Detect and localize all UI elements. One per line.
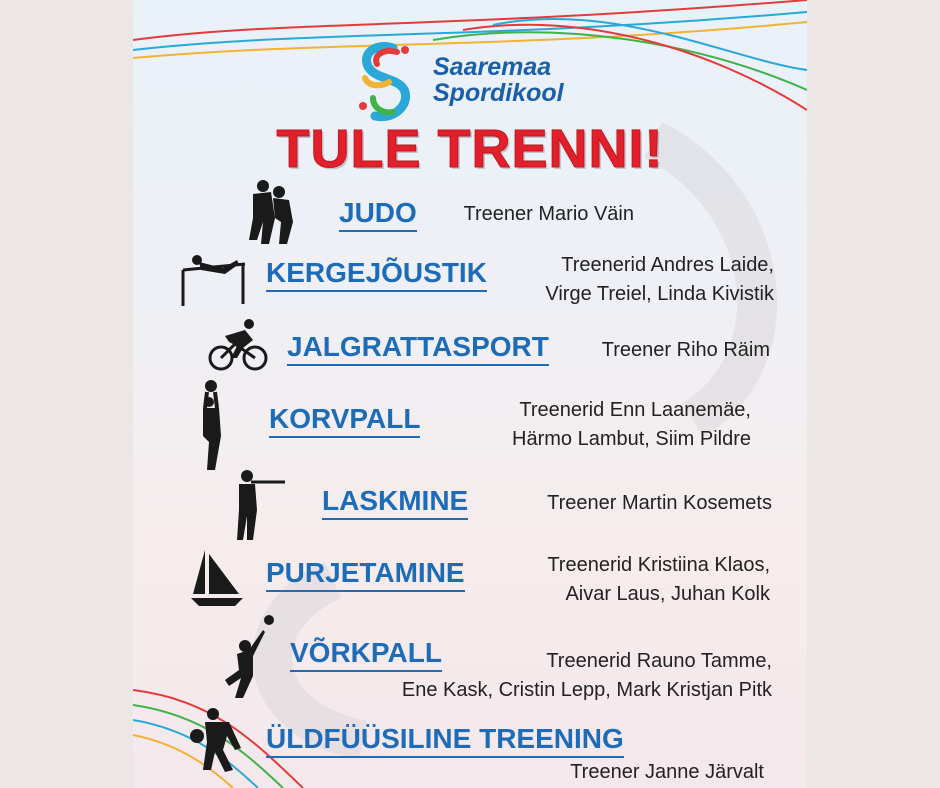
coach-line: Treenerid Enn Laanemäe, xyxy=(519,399,751,421)
coach-line: Treenerid Kristiina Klaos, xyxy=(547,554,770,576)
coach-laskmine xyxy=(547,489,772,518)
high-jump-icon xyxy=(179,252,249,308)
sport-name-uldfuusiline-treening: ÜLDFÜÜSILINE TREENING xyxy=(266,724,624,758)
judo-icon xyxy=(241,178,297,244)
fitness-icon xyxy=(189,708,245,772)
sport-name-jalgrattasport: JALGRATTASPORT xyxy=(287,332,549,366)
coach-korvpall xyxy=(512,396,751,454)
sailboat-icon xyxy=(191,548,243,606)
brand-name-line1: Saaremaa xyxy=(433,53,552,81)
basketball-player-icon xyxy=(195,380,229,472)
volleyball-player-icon xyxy=(219,614,279,702)
coach-line: Treener Mario Väin xyxy=(463,203,634,225)
logo-emblem-icon xyxy=(353,42,419,124)
coach-line: Virge Treiel, Linda Kivistik xyxy=(545,283,774,305)
coach-jalgrattasport xyxy=(602,336,770,365)
coach-line: Treener Martin Kosemets xyxy=(547,492,772,514)
headline: TULE TRENNI! xyxy=(276,119,664,179)
brand-logo xyxy=(353,42,419,124)
brand-name xyxy=(433,54,564,106)
coach-kergejoustik xyxy=(545,251,774,309)
sport-name-korvpall: KORVPALL xyxy=(269,404,420,438)
coach-line: Härmo Lambut, Siim Pildre xyxy=(512,428,751,450)
sport-name-kergejoustik: KERGEJÕUSTIK xyxy=(266,258,487,292)
coach-line: Ene Kask, Cristin Lepp, Mark Kristjan Pitk xyxy=(401,679,772,701)
brand-name-line2: Spordikool xyxy=(433,79,564,107)
coach-line: Treenerid Rauno Tamme, xyxy=(546,650,772,672)
coach-line: Treener Janne Järvalt xyxy=(570,761,764,783)
coach-uldfuusiline-treening xyxy=(570,758,764,787)
cyclist-icon xyxy=(207,318,269,372)
coach-purjetamine xyxy=(547,551,770,609)
sport-name-judo: JUDO xyxy=(339,198,417,232)
sport-name-vorkpall: VÕRKPALL xyxy=(290,638,442,672)
coach-judo xyxy=(464,200,634,229)
coach-vorkpall xyxy=(402,647,772,705)
poster xyxy=(133,0,807,788)
coach-line: Treenerid Andres Laide, xyxy=(561,254,774,276)
sport-name-laskmine: LASKMINE xyxy=(322,486,468,520)
coach-line: Treener Riho Räim xyxy=(601,339,770,361)
coach-line: Aivar Laus, Juhan Kolk xyxy=(565,583,770,605)
sport-name-purjetamine: PURJETAMINE xyxy=(266,558,465,592)
shooter-icon xyxy=(231,470,287,542)
